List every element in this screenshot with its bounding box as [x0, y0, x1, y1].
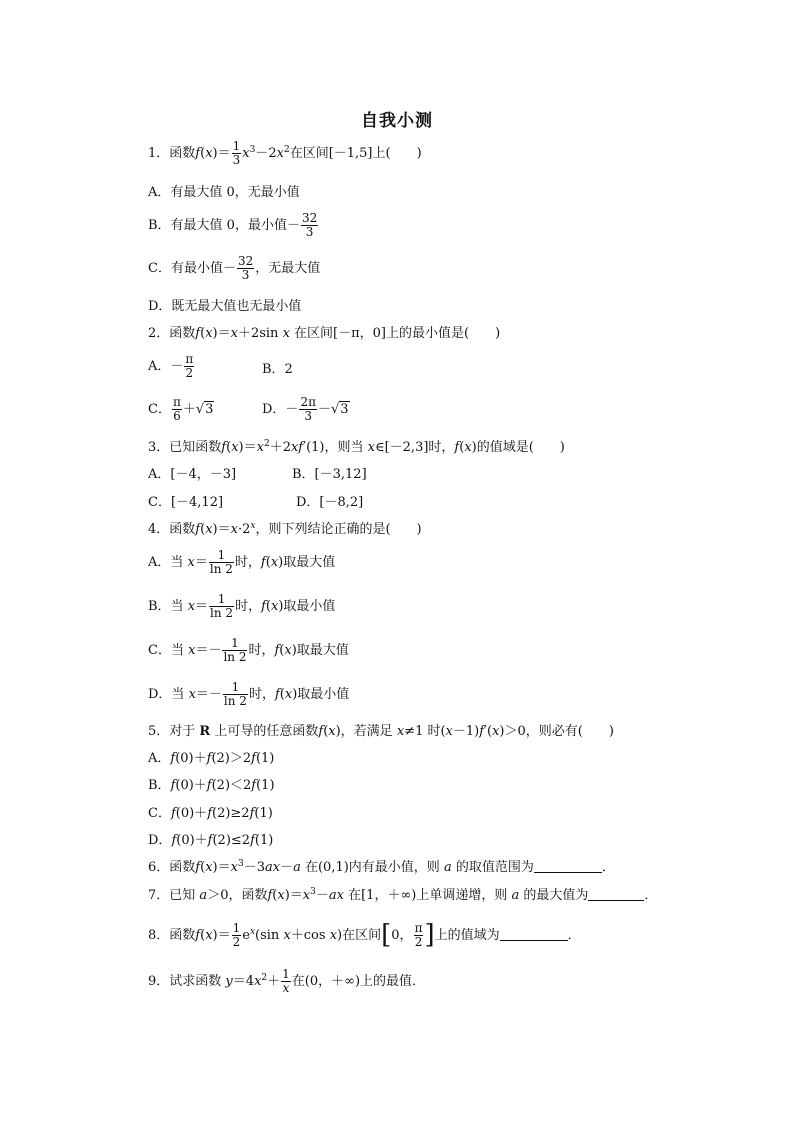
question-8-number: 8． — [148, 928, 170, 943]
question-5-stem: 5．对于 R 上可导的任意函数f(x)，若满足 x≠1 时(x－1)f′(x)＞0，则必有( ) — [148, 724, 614, 739]
question-3-option-d: D．[－8,2] — [296, 495, 364, 510]
question-9-number: 9． — [148, 974, 170, 989]
question-4-option-d: D．当 x＝－ $\frac{1}{\ln 2}$ 时，f(x)取最小值 — [148, 680, 350, 708]
question-7-number: 7． — [148, 888, 170, 903]
question-8-stem: 8．函数f(x)＝ $\frac{1}{2}$ $e^x(\sin$ x＋cos x)在区间[0， $\frac{\pi}{2}$ ]上的值域为 ． — [148, 920, 581, 950]
question-1-option-b: B．有最大值 0，最小值－ $\frac{32}{3}$ — [148, 211, 318, 239]
question-2-option-a: A．－ $\frac{\pi}{2}$ — [148, 352, 194, 380]
question-5-option-d: D．f(0)＋f(2)≤2f(1) — [148, 833, 274, 848]
question-9-stem: 9．试求函数 $y=4x^2+$ $\frac{1}{x}$ 在(0，＋∞)上的最值． — [148, 967, 426, 995]
page-title: 自我小测 — [361, 111, 433, 131]
question-1-stem: 1．函数f(x)＝ $\frac{1}{3}$ $x^3-2x^2$在区间[－1,5]上( ) — [148, 139, 422, 167]
question-4-number: 4． — [148, 522, 170, 537]
question-5-option-a: A．f(0)＋f(2)＞2f(1) — [148, 751, 275, 766]
question-3-option-c: C．[－4,12] — [148, 495, 224, 510]
question-3-option-b: B．[－3,12] — [292, 467, 367, 482]
question-5-number: 5． — [148, 724, 170, 739]
question-4-option-a: A．当 x＝ $\frac{1}{\ln 2}$ 时，f(x)取最大值 — [148, 548, 336, 576]
question-2-option-c: C． $\frac{\pi}{6}$ ＋√3 — [148, 395, 214, 423]
question-4-stem: 4．函数$f(x)=x\cdot 2^x$，则下列结论正确的是( ) — [148, 521, 422, 537]
question-1-option-a: A．有最大值 0，无最小值 — [148, 185, 300, 200]
question-7-stem: 7．已知 a＞0，函数$f(x)=x^3-ax$ 在[1，＋∞)上单调递增，则 a 的最大值为 ． — [148, 887, 658, 903]
question-2-number: 2． — [148, 326, 170, 341]
question-3-stem: 3．已知函数$f(x)=x^2+2xf'(1)$，则当 x∈[－2,3]时，f(x)的值域是( ) — [148, 439, 565, 455]
question-3-option-a: A．[－4，－3] — [148, 467, 237, 482]
question-2-option-b: B．2 — [262, 362, 293, 377]
question-6-number: 6． — [148, 860, 170, 875]
question-6-stem: 6．函数$f(x)=x^3-3ax-a$ 在(0,1)内有最小值，则 a 的取值范围为 ． — [148, 859, 615, 875]
question-1-number: 1． — [148, 146, 170, 161]
question-1-option-c: C．有最小值－ $\frac{32}{3}$ ，无最大值 — [148, 254, 321, 282]
question-1-option-d: D．既无最大值也无最小值 — [148, 299, 302, 314]
question-5-option-c: C．f(0)＋f(2)≥2f(1) — [148, 806, 273, 821]
question-4-option-b: B．当 x＝ $\frac{1}{\ln 2}$ 时，f(x)取最小值 — [148, 592, 336, 620]
question-4-option-c: C．当 x＝－ $\frac{1}{\ln 2}$ 时，f(x)取最大值 — [148, 636, 349, 664]
question-2-stem: 2．函数f(x)＝x＋2sin x 在区间[－π，0]上的最小值是( ) — [148, 326, 501, 341]
question-2-option-d: D．－ $\frac{2\pi}{3}$ －√3 — [262, 395, 349, 423]
question-3-number: 3． — [148, 440, 170, 455]
question-5-option-b: B．f(0)＋f(2)＜2f(1) — [148, 778, 275, 793]
